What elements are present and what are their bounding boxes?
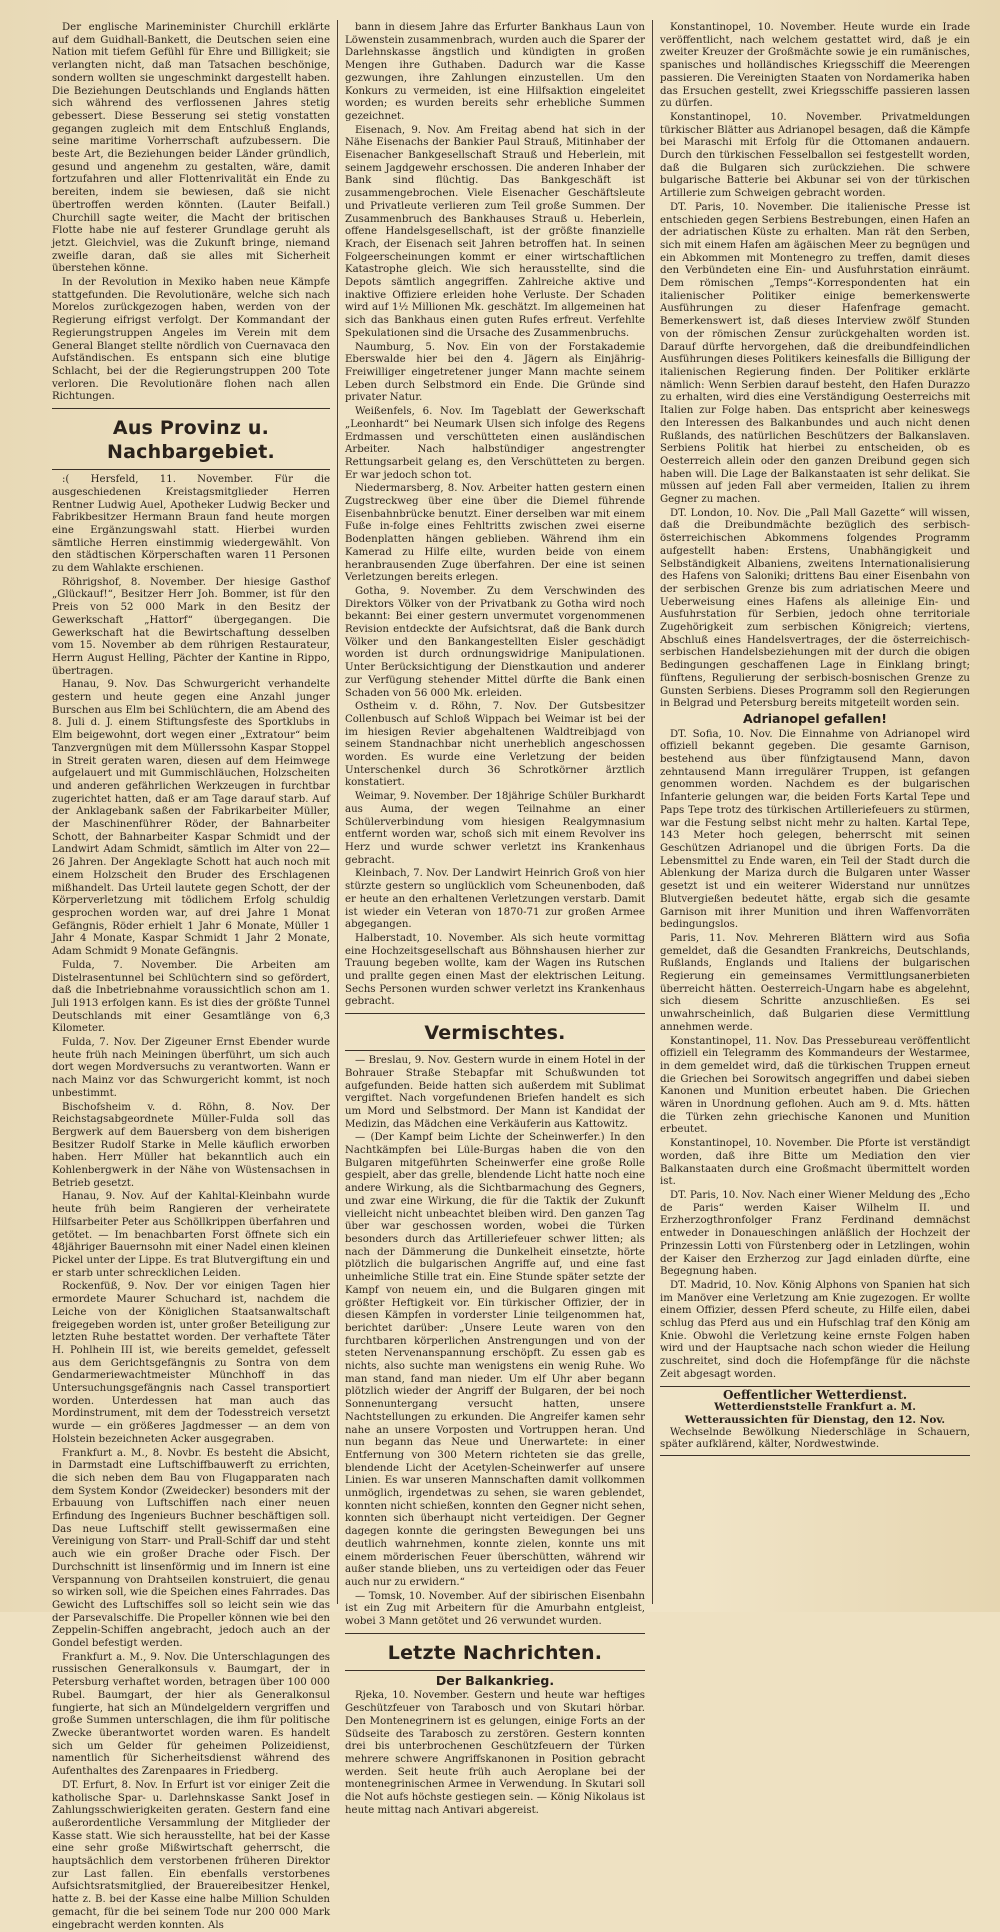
article: bann in diesem Jahre das Erfurter Bankhaus Laun von Löwenstein zusammenbrach, wurden auch die Sparer der Darlehnskasse ängstlich und kündigten in großen Mengen ihre Guthaben. Dadurch war die Kasse gezwungen, ihre Zahlungen einzustellen. Um den Konkurs zu vermeiden, ist eine Hilfsaktion eingeleitet worden; es wurden bereits sehr erhebliche Summen gezeichnet. [345,22,645,122]
article: Der englische Marineminister Churchill erklärte auf dem Guidhall-Bankett, die Deutschen seien eine Nation mit tiefem Gefühl für Ehre und Billigkeit; sie verlangten nicht, daß man Tatsachen beschönige, sondern wollten sie ungeschminkt dargestellt haben. Die Beziehungen Deutschlands und Englands hätten sich während des verflossenen Jahres stetig gebessert. Diese Besserung sei stetig vonstatten gegangen zugleich mit dem Entschluß Englands, seine maritime Vorherrschaft aufzubessern. Die beste Art, die Beziehungen beider Länder gründlich, gesund und angenehm zu gestalten, wäre, damit fortzufahren und aller Flottenrivalität ein Ende zu bereiten, indem sie bewiesen, daß sie nicht übertroffen werden könnten. (Lauter Beifall.) Churchill sagte weiter, die Macht der britischen Flotte habe nie auf festerer Grundlage geruht als jetzt. Gleichviel, was die Zukunft bringe, niemand zweifle daran, daß sie alles mit Sicherheit überstehen könne. [52,22,330,275]
article: Ostheim v. d. Röhn, 7. Nov. Der Gutsbesitzer Collenbusch auf Schloß Wippach bei Weimar ist bei der im hiesigen Revier abgehaltenen Waldtreibjagd von seinem Standnachbar nicht unerheblich angeschossen worden. Es wurde eine Verletzung der beiden Unterschenkel durch 36 Schrotkörner ärztlich konstatiert. [345,701,645,789]
article: :( Hersfeld, 11. November. Für die ausgeschiedenen Kreistagsmitglieder Herren Rentner Ludwig Auel, Apotheker Ludwig Becker und Fabrikbesitzer Hermann Braun fand heute morgen eine Ergänzungswahl statt. Hierbei wurden sämtliche Herren einstimmig wiedergewählt. Von den städtischen Körperschaften waren 11 Personen zu dem Wahlakte erschienen. [52,474,330,575]
article: Weißenfels, 6. Nov. Im Tageblatt der Gewerkschaft „Leonhardt“ bei Neumark Ulsen sich infolge des Regens Erdmassen und verschütteten einen ausländischen Arbeiter. Nach halbstündiger angestrengter Rettungsarbeit gelang es, den Verschütteten zu bergen. Er war jedoch schon tot. [345,406,645,481]
article: Fulda, 7. Nov. Der Zigeuner Ernst Ebender wurde heute früh nach Meiningen überführt, um sich auch dort wegen Mordversuchs zu verantworten. Wann er nach Mainz vor das Schwurgericht kommt, ist noch unbestimmt. [52,1037,330,1099]
article: Fulda, 7. November. Die Arbeiten am Distelrasentunnel bei Schlüchtern sind so gefördert, daß die Inbetriebnahme voraussichtlich schon am 1. Juli 1913 erfolgen kann. Es ist dies der größte Tunnel Deutschlands mit einer Gesamtlänge von 6,3 Kilometer. [52,959,330,1035]
article: DT. Paris, 10. Nov. Nach einer Wiener Meldung des „Echo de Paris“ werden Kaiser Wilhelm II. und Erzherzogthronfolger Franz Ferdinand demnächst entweder in Donaueschingen anläßlich der Hochzeit der Prinzessin Lotti von Fürstenberg oder in Letzlingen, wohin der Kaiser den Erzherzog zur Jagd einladen dürfte, eine Begegnung haben. [660,1189,970,1278]
article: Hanau, 9. Nov. Auf der Kahltal-Kleinbahn wurde heute früh beim Rangieren der verheiratete Hilfsarbeiter Peter aus Schöllkrippen überfahren und getötet. — Im benachbarten Forst öffnete sich ein 48jähriger Bauernsohn mit einer Nadel einen kleinen Pickel unter der Lippe. Es trat Blutvergiftung ein und er starb unter schrecklichen Leiden. [52,1191,330,1279]
article: Kleinbach, 7. Nov. Der Landwirt Heinrich Groß von hier stürzte gestern so unglücklich vom Scheunenboden, daß er heute an den erhaltenen Verletzungen verstarb. Damit ist wieder ein Veteran von 1870-71 zur großen Armee abgegangen. [345,868,645,931]
article: Rjeka, 10. November. Gestern und heute war heftiges Geschützfeuer von Tarabosch und von Skutari hörbar. Den Montenegrinern ist es gelungen, einige Forts an der Südseite des Tarabosch zu zerstören. Gestern konnten drei bis unterbrochenen Geschützfeuern der Türken mehrere schwere Angriffskanonen in Position gebracht werden. Seit heute früh auch Aeroplane bei der montenegrinischen Armee in Verwendung. In Skutari soll die Not aufs höchste gestiegen sein. — König Nikolaus ist heute mittag nach Antivari abgereist. [345,1690,645,1816]
article: Konstantinopel, 10. November. Heute wurde ein Irade veröffentlicht, nach welchem gestattet wird, daß je ein zweiter Kreuzer der Großmächte sowie je ein rumänisches, spanisches und holländisches Kriegsschiff die Meerengen passieren. Die Vereinigten Staaten von Nordamerika haben das Ersuchen gestellt, zwei Kriegsschiffe passieren lassen zu dürfen. [660,22,970,110]
article: — Tomsk, 10. November. Auf der sibirischen Eisenbahn ist ein Zug mit Arbeitern für die Amurbahn entgleist, wobei 3 Mann getötet und 26 verwundet wurden. [345,1590,645,1628]
column-rule [652,20,653,1604]
column-rule [337,20,338,1604]
article: Frankfurt a. M., 9. Nov. Die Unterschlagungen des russischen Generalkonsuls v. Baumgart, der in Petersburg verhaftet worden, betragen über 100 000 Rubel. Baumgart, der hier als Generalkonsul fungierte, hat sich an Mündelgeldern vergriffen und große Summen unterschlagen, die ihm für politische Zwecke überantwortet worden waren. Es handelt sich um Gelder für geheimen Polizeidienst, namentlich für Sicherheitsdienst während des Aufenthaltes des Zarenpaares in Friedberg. [52,1651,330,1778]
article: Halberstadt, 10. November. Als sich heute vormittag eine Hochzeitsgesellschaft aus Böhnshausen hierher zur Trauung begeben wollte, kam der Wagen ins Rutschen und prallte gegen einen Mast der elektrischen Leitung. Sechs Personen wurden schwer verletzt ins Krankenhaus gebracht. [345,932,645,1008]
article: Frankfurt a. M., 8. Novbr. Es besteht die Absicht, in Darmstadt eine Luftschiffbauwerft zu errichten, die sich neben dem Bau von Flugapparaten nach dem System Kondor (Zweidecker) besonders mit der Erbauung von Luftschiffen nach einer neuen Erfindung des Ingenieurs Buchner beschäftigen soll. Das neue Luftschiff stellt gewissermaßen eine Vereinigung von Starr- und Prall-Schiff dar und steht auch wie ein großer Drache oder Fisch. Der Durchschnitt ist linsenförmig und im Innern ist eine Verspannung von Drahtseilen konstruiert, die genau so wirken soll, wie die Speichen eines Fahrrades. Das Gewicht des Luftschiffes soll so leicht sein wie das der Parsevalschiffe. Die Propeller können wie bei den Zeppelin-Schiffen angebracht, jedoch auch an der Gondel befestigt werden. [52,1447,330,1650]
article: In der Revolution in Mexiko haben neue Kämpfe stattgefunden. Die Revolutionäre, welche sich nach Morelos zurückgezogen haben, werden von der Regierung eifrigst verfolgt. Der Kommandant der Regierungstruppen Angeles im Verein mit dem General Blanget stellte nördlich von Cuernavaca den Aufständischen. Es entspann sich eine blutige Schlacht, bei der die Regierungstruppen 200 Tote verloren. Die Revolutionäre flohen nach allen Richtungen. [52,277,330,403]
article: Weimar, 9. November. Der 18jährige Schüler Burkhardt aus Auma, der wegen Teilnahme an einer Schülerverbindung vom hiesigen Realgymnasium entfernt worden war, schoß sich mit einem Revolver ins Herz und wurde schwer verletzt ins Krankenhaus gebracht. [345,791,645,866]
article: Niedermarsberg, 8. Nov. Arbeiter hatten gestern einen Zugstreckweg über eine über die Diemel führende Eisenbahnbrücke benutzt. Einer derselben war mit einem Fuße in-folge eines Fehltritts zwischen zwei eiserne Bodenplatten hängen geblieben. Während ihm ein Kamerad zu Hilfe eilte, wurden beide von einem heranbrausenden Zuge überfahren. Der eine ist seinen Verletzungen bereits erlegen. [345,483,645,584]
article: DT. Erfurt, 8. Nov. In Erfurt ist vor einiger Zeit die katholische Spar- u. Darlehnskasse Sankt Josef in Zahlungsschwierigkeiten geraten. Gestern fand eine außerordentliche Versammlung der Mitglieder der Kasse statt. Wie sich herausstellte, hat bei der Kasse eine sehr große Mißwirtschaft geherrscht, die hauptsächlich dem verstorbenen früheren Direktor zur Last fallen. Ein ebenfalls verstorbenes Aufsichtsratsmitglied, der Brauereibesitzer Henkel, hatte z. B. bei der Kasse eine halbe Million Schulden gemacht, für die bei seinem Tode nur 200 000 Mark eingebracht werden konnten. Als [52,1779,330,1931]
article: Konstantinopel, 10. November. Die Pforte ist verständigt worden, daß ihre Bitte um Mediation den vier Balkanstaaten durch eine Großmacht übermittelt worden ist. [660,1138,970,1188]
article: Hanau, 9. Nov. Das Schwurgericht verhandelte gestern und heute gegen eine Anzahl junger Burschen aus Elm bei Schlüchtern, die am Abend des 8. Juli d. J. einem Stiftungsfeste des Sportklubs in Elm beigewohnt, dort wegen einer „Extratour“ beim Tanzvergnügen mit dem Müllerssohn Kaspar Stoppel in Streit geraten waren, diesen auf dem Heimwege aufgelauert und mit Gummischläuchen, Holzscheiten und anderen gefährlichen Werkzeugen in furchtbar zugerichtet hatten, daß er am Tage darauf starb. Auf der Anklagebank saßen der Fabrikarbeiter Müller, der Maschinenführer Röder, der Bahnarbeiter Schott, der Bahnarbeiter Kaspar Schmidt und der Landwirt Adam Schmidt, sämtlich im Alter von 22—26 Jahren. Der Angeklagte Schott hat auch noch mit einem Holzscheit den Bruder des Erschlagenen mißhandelt. Das Urteil lautete gegen Schott, der der Körperverletzung mit tödlichem Erfolg schuldig gesprochen worden war, auf drei Jahre 1 Monat Gefängnis, Röder erhielt 1 Jahr 6 Monate, Müller 1 Jahr 4 Monate, Kaspar Schmidt 1 Jahr 2 Monate, Adam Schmidt 9 Monate Gefängnis. [52,679,330,958]
article: Rockenfüß, 9. Nov. Der vor einigen Tagen hier ermordete Maurer Schuchard ist, nachdem die Leiche von der Königlichen Staatsanwaltschaft freigegeben worden ist, unter großer Beteiligung zur letzten Ruhe bestattet worden. Der verhaftete Täter H. Pohlhein III ist, wie bereits gemeldet, gefesselt aus dem Gerichtsgefängnis zu Sontra von dem Gendarmeriewachtmeister Münchhoff in das Untersuchungsgefängnis nach Cassel transportiert worden. Unterdessen hat man auch das Mordinstrument, mit dem der Todesstreich versetzt wurde — ein größeres Jagdmesser — an dem von Holstein bezeichneten Acker ausgegraben. [52,1281,330,1445]
subheading: Adrianopel gefallen! [742,710,887,726]
column-1 [52,22,330,1931]
weather-title: Oeffentlicher Wetterdienst. [722,1387,908,1402]
article: Gotha, 9. November. Zu dem Verschwinden des Direktors Völker von der Privatbank zu Gotha wird noch bekannt: Bei einer gestern unvermutet vorgenommenen Revision entdeckte der Aufsichtsrat, daß die Bank durch Völker und den Bankangestellten Eisler geschädigt worden ist durch ordnungswidrige Manipulationen. Unter Berücksichtigung der Dienstkaution und anderer zur Verfügung stehender Mittel dürfte die Bank einen Schaden von 56 000 Mk. erleiden. [345,585,645,699]
article: Bischofsheim v. d. Röhn, 8. Nov. Der Reichstagsabgeordnete Müller-Fulda soll das Bergwerk auf dem Bauersberg von dem bisherigen Besitzer Rudolf Starke in Melle käuflich erworben haben. Herr Müller hat bekanntlich auch ein Kohlenbergwerk in der Nähe von Wüstensachsen in Betrieb gesetzt. [52,1101,330,1189]
weather-station: Wetterdienststelle Frankfurt a. M. [714,1401,916,1414]
article: Röhrigshof, 8. November. Der hiesige Gasthof „Glückauf!“, Besitzer Herr Joh. Bommer, ist für den Preis von 52 000 Mark in den Besitz der Gewerkschaft „Hattorf“ übergegangen. Die Gewerkschaft hat die Bewirtschaftung desselben vom 15. November ab dem rührigen Restaurateur, Herrn August Helling, Pächter der Kantine in Rippo, übertragen. [52,576,330,677]
article: Konstantinopel, 10. November. Privatmeldungen türkischer Blätter aus Adrianopel besagen, daß die Kämpfe bei Maraschi mit Erfolg für die Ottomanen andauern. Durch den türkischen Fesselballon sei festgestellt worden, daß die Bulgaren sich zurückziehen. Die schwere bulgarische Batterie bei Akbunar sei von der türkischen Artillerie zum Schweigen gebracht worden. [660,111,970,200]
article: DT. London, 10. Nov. Die „Pall Mall Gazette“ will wissen, daß die Dreibundmächte bezüglich des serbisch-österreichischen Abkommens folgendes Programm aufgestellt haben: Erstens, Unabhängigkeit und Selbständigkeit Albaniens, zweitens Internationalisierung des Hafens von Saloniki; drittens Bau einer Eisenbahn von der serbischen Grenze bis zum adriatischen Meere und Ueberweisung eines Hafens als alleinige Ein- und Ausfuhrstation für Serbien, jedoch ohne territoriale Zugehörigkeit zum serbischen Königreich; viertens, Abschluß eines Handelsvertrages, der die österreichisch-serbischen Handelsbeziehungen mit der durch die obigen Bedingungen geschaffenen Lage in Einklang bringt; fünftens, Regulierung der serbisch-bosnischen Grenze zu Gunsten Serbiens. Dieses Programm soll den Regierungen in Belgrad und Petersburg bereits mitgeteilt worden sein. [660,507,970,710]
article: — Breslau, 9. Nov. Gestern wurde in einem Hotel in der Bohrauer Straße Stebapfar mit Schußwunden tot aufgefunden. Beide hatten sich außerdem mit Sublimat vergiftet. Nach vorgefundenen Briefen handelt es sich um Mord und Selbstmord. Der Mann ist Kandidat der Medizin, das Mädchen eine Verkäuferin aus Kattowitz. [345,1055,645,1130]
article: Naumburg, 5. Nov. Ein von der Forstakademie Eberswalde hier bei den 4. Jägern als Einjährig-Freiwilliger eingetretener junger Mann machte seinem Leben durch Selbstmord ein Ende. Die Gründe sind privater Natur. [345,341,645,404]
article: Eisenach, 9. Nov. Am Freitag abend hat sich in der Nähe Eisenachs der Bankier Paul Strauß, Mitinhaber der Eisenacher Bankgesellschaft Strauß und Heberlein, mit seinem Jagdgewehr erschossen. Die anderen Inhaber der Bank sind flüchtig. Das Bankgeschäft ist zusammengebrochen. Viele Eisenacher Geschäftsleute und Privatleute verlieren zum Teil große Summen. Der Zusammenbruch des Bankhauses Strauß u. Heberlein, offene Handelsgesellschaft, ist der größte finanzielle Krach, der Eisenach seit Jahren betroffen hat. In seinen Folgeerscheinungen kommt er einer wirtschaftlichen Katastrophe gleich. Wie sich herausstellte, sind die Depots sämtlich angegriffen. Zahlreiche aktive und inaktive Offiziere erleiden hohe Verluste. Der Schaden wird auf 1½ Millionen Mk. geschätzt. Im allgemeinen hat sich das Bankhaus einen guten Rufes erfreut. Verfehlte Spekulationen sind die Ursache des Zusammenbruchs. [345,124,645,339]
section-heading: Letzte Nachrichten. [387,1641,603,1664]
article: DT. Paris, 10. November. Die italienische Presse ist entschieden gegen Serbiens Bestrebungen, einen Hafen an der adriatischen Küste zu erhalten. Man rät den Serben, sich mit einem Hafen am ägäischen Meer zu begnügen und ein Abkommen mit Montenegro zu treffen, damit dieses den Verbündeten eine Ein- und Ausfuhrstation einräumt. Dem römischen „Temps“-Korrespondenten hat ein italienischer Politiker einige bemerkenswerte Ausführungen zu dieser Hafenfrage gemacht. Bemerkenswert ist, daß dieses Interview zwölf Stunden von der römischen Zensur zurückgehalten worden ist. Darauf dürfte hervorgehen, daß die dreibundfeindlichen Ausführungen dieses Politikers keinesfalls die Billigung der italienischen Regierung finden. Der Politiker erklärte nämlich: Wenn Serbien darauf besteht, den Hafen Durazzo zu erhalten, wird dies eine Verständigung Oesterreichs mit Italien zur Folge haben. Das entspricht aber keineswegs den Interessen des Balkanbundes und auch nicht denen Rußlands, des natürlichen Beschützers der Balkanslaven. Serbiens Politik hat hierbei zu entscheiden, ob es Oesterreich allein oder den ganzen Dreibund gegen sich haben will. Die Lage der Balkanstaaten ist sehr delikat. Sie müssen auf jeden Fall aber vermeiden, Italien zu ihrem Gegner zu machen. [660,201,970,506]
section-heading: Aus Provinz u. Nachbargebiet. [107,417,275,464]
column-3 [660,22,970,1600]
column-2 [345,22,645,1816]
article: DT. Sofia, 10. Nov. Die Einnahme von Adrianopel wird offiziell bekannt gegeben. Die gesamte Garnison, bestehend aus über fünfzigtausend Mann, davon zehntausend Mann irregulärer Truppen, ist gefangen genommen worden. Nachdem es der bulgarischen Infanterie gelungen war, die beiden Forts Kartal Tepe und Paps Tepe trotz des türkischen Artilleriefeuers zu stürmen, war die Festung selbst nicht mehr zu halten. Kartal Tepe, 143 Meter hoch gelegen, beherrscht mit seinen Geschützen Adrianopel und die übrigen Forts. Da die Lebensmittel zu Ende waren, ein Teil der Stadt durch die Ablenkung der Mariza durch die Bulgaren unter Wasser gesetzt ist und ein weiterer Widerstand nur unnützes Blutvergießen bedeutet hätte, ergab sich die gesamte Garnison mit ihrer Munition und ihren Waffenvorräten bedingungslos. [660,728,970,931]
section-heading: Vermischtes. [424,1022,566,1045]
article: DT. Madrid, 10. Nov. König Alphons von Spanien hat sich im Manöver eine Verletzung am Knie zugezogen. Er wollte einem Offizier, dessen Pferd scheute, zu Hilfe eilen, dabei schlug das Pferd aus und ein Hufschlag traf den König am Knie. Obwohl die Verletzung keine ernste Folgen haben wird und der Hauptsache nach schon wieder die Heilung zuschreitet, sind doch die Hofempfänge für die nächste Zeit abgesagt worden. [660,1279,970,1380]
article: — (Der Kampf beim Lichte der Scheinwerfer.) In den Nachtkämpfen bei Lüle-Burgas haben die von den Bulgaren mitgeführten Scheinwerfer eine große Rolle gespielt, aber das grelle, blendende Licht hatte noch eine andere Wirkung, als die Sichtbarmachung des Gegners, und zwar eine Wirkung, die für die Taktik der Zukunft vielleicht nicht unbeachtet bleiben wird. Den ganzen Tag über war geschossen worden, wobei die Türken besonders durch das Artilleriefeuer schwer litten; als nach der Dämmerung die Dunkelheit einsetzte, hörte plötzlich die bulgarischen Angriffe auf, und eine fast unheimliche Stille trat ein. Eine Stunde später setzte der Kampf von neuem ein, und die Bulgaren gingen mit größter Heftigkeit vor. Ein türkischer Offizier, der in diesen Kämpfen in vorderster Linie teilgenommen hat, berichtet darüber: „Unsere Leute waren von den furchtbaren körperlichen Anstrengungen und von der steten Nervenanspannung erschöpft. Zu essen gab es nichts, also suchte man wenigstens ein wenig Ruhe. Wo man stand, fand man nieder. Um elf Uhr aber begann plötzlich wieder der Angriff der Bulgaren, der bei noch Sonnenuntergang versucht hatten, unsere Nachtstellungen zu erkunden. Die Angreifer kamen sehr nahe an unsere Vorposten und Vortruppen heran. Und nun begann das Neue und Unerwartete: in einer Entfernung von 300 Metern richteten sie das grelle, blendende Licht der Acetylen-Scheinwerfer auf unsere Linien. Es war unseren Mannschaften damit vollkommen unmöglich, irgendetwas zu sehen, sie waren geblendet, konnten nicht schießen, konnten den Gegner nicht sehen, konnten sich überhaupt nicht verteidigen. Der Gegner dagegen konnte die geringsten Bewegungen bei uns deutlich wahrnehmen, konnte zielen, konnte uns mit einem mörderischen Feuer überschütten, während wir außer stande blieben, uns zu verteidigen oder das Feuer auch nur zu erwidern.“ [345,1132,645,1588]
weather-box [660,1386,970,1457]
article: Konstantinopel, 11. Nov. Das Pressebureau veröffentlicht offiziell ein Telegramm des Kommandeurs der Westarmee, in dem gemeldet wird, daß die türkischen Truppen erneut die Griechen bei Sorowitsch angegriffen und dabei sieben Kanonen und Munition erbeutet haben. Die Griechen wären in Unordnung geflohen. Auch am 9. d. Mts. hätten die Türken zehn griechische Kanonen und Munition erbeutet. [660,1035,970,1136]
weather-date: Wetteraussichten für Dienstag, den 12. Nov. [684,1413,946,1426]
weather-forecast: Wechselnde Bewölkung Niederschläge in Schauern, später aufklärend, kälter, Nordwestwinde. [660,1426,970,1451]
subheading: Der Balkankrieg. [435,1672,555,1688]
article: Paris, 11. Nov. Mehreren Blättern wird aus Sofia gemeldet, daß die Gesandten Frankreichs, Deutschlands, Rußlands, Englands und Italiens der bulgarischen Regierung ein gemeinsames Vermittlungsanerbieten überreicht hätten. Oesterreich-Ungarn habe es abgelehnt, sich diesem Schritte anzuschließen. Es sei unwahrscheinlich, daß Bulgarien diese Vermittlung annehmen werde. [660,932,970,1033]
